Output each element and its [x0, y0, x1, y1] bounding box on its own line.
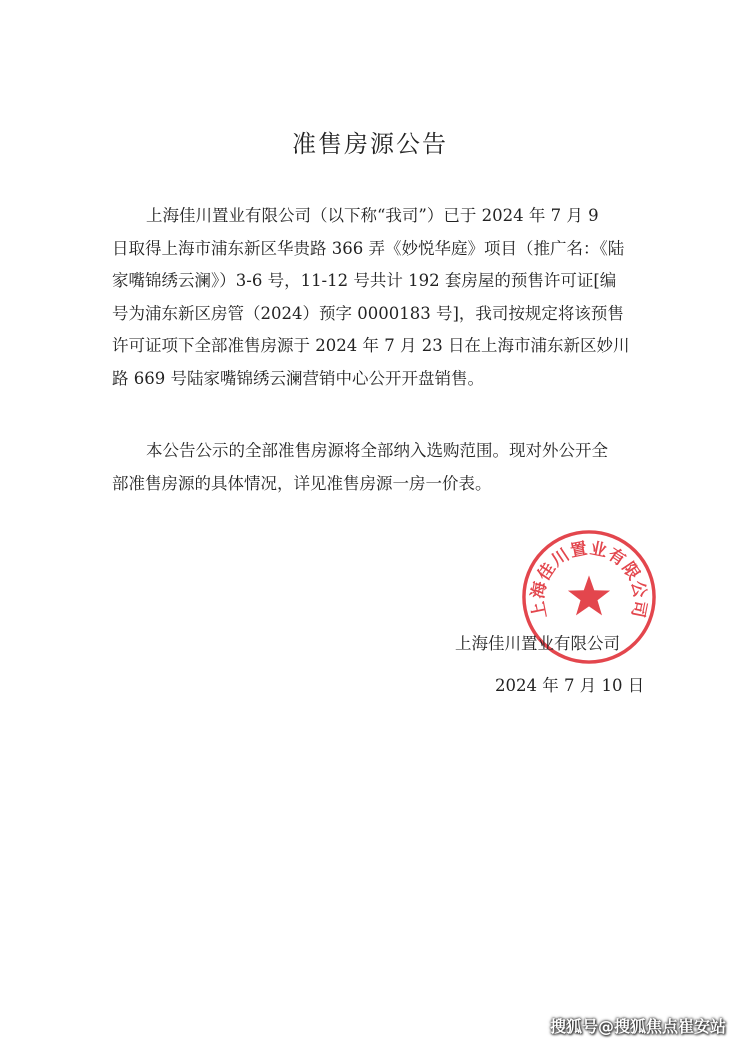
- paragraph-1-line: 家嘴锦绣云澜》）3-6 号，11-12 号共计 192 套房屋的预售许可证[编: [112, 271, 617, 291]
- paragraph-1-line: 日取得上海市浦东新区华贵路 366 弄《妙悦华庭》项目（推广名：《陆: [112, 238, 625, 258]
- paragraph-1-line: 许可证项下全部准售房源于 2024 年 7 月 23 日在上海市浦东新区妙川: [112, 336, 630, 356]
- signature-company: 上海佳川置业有限公司: [455, 634, 620, 653]
- paragraph-2-line: 部准售房源的具体情况，详见准售房源一房一价表。: [112, 473, 492, 493]
- document-title: 准售房源公告: [292, 130, 448, 158]
- paragraph-1-line: 号为浦东新区房管（2024）预字 0000183 号]，我司按规定将该预售: [112, 303, 624, 323]
- seal-star-icon: [568, 575, 610, 615]
- paragraph-1-line: 路 669 号陆家嘴锦绣云澜营销中心公开开盘销售。: [112, 368, 484, 388]
- signature-date: 2024 年 7 月 10 日: [495, 676, 645, 695]
- paragraph-2-line: 本公告公示的全部准售房源将全部纳入选购范围。现对外公开全: [146, 441, 608, 460]
- paragraph-2: [112, 435, 632, 500]
- watermark-text: 搜狐号@搜狐焦点崔安站: [549, 1017, 726, 1036]
- seal-text: 上海佳川置业有限公司: [527, 537, 651, 621]
- paragraph-1-line: 上海佳川置业有限公司（以下称“我司”）已于 2024 年 7 月 9: [146, 206, 599, 225]
- paragraph-1: [112, 200, 632, 396]
